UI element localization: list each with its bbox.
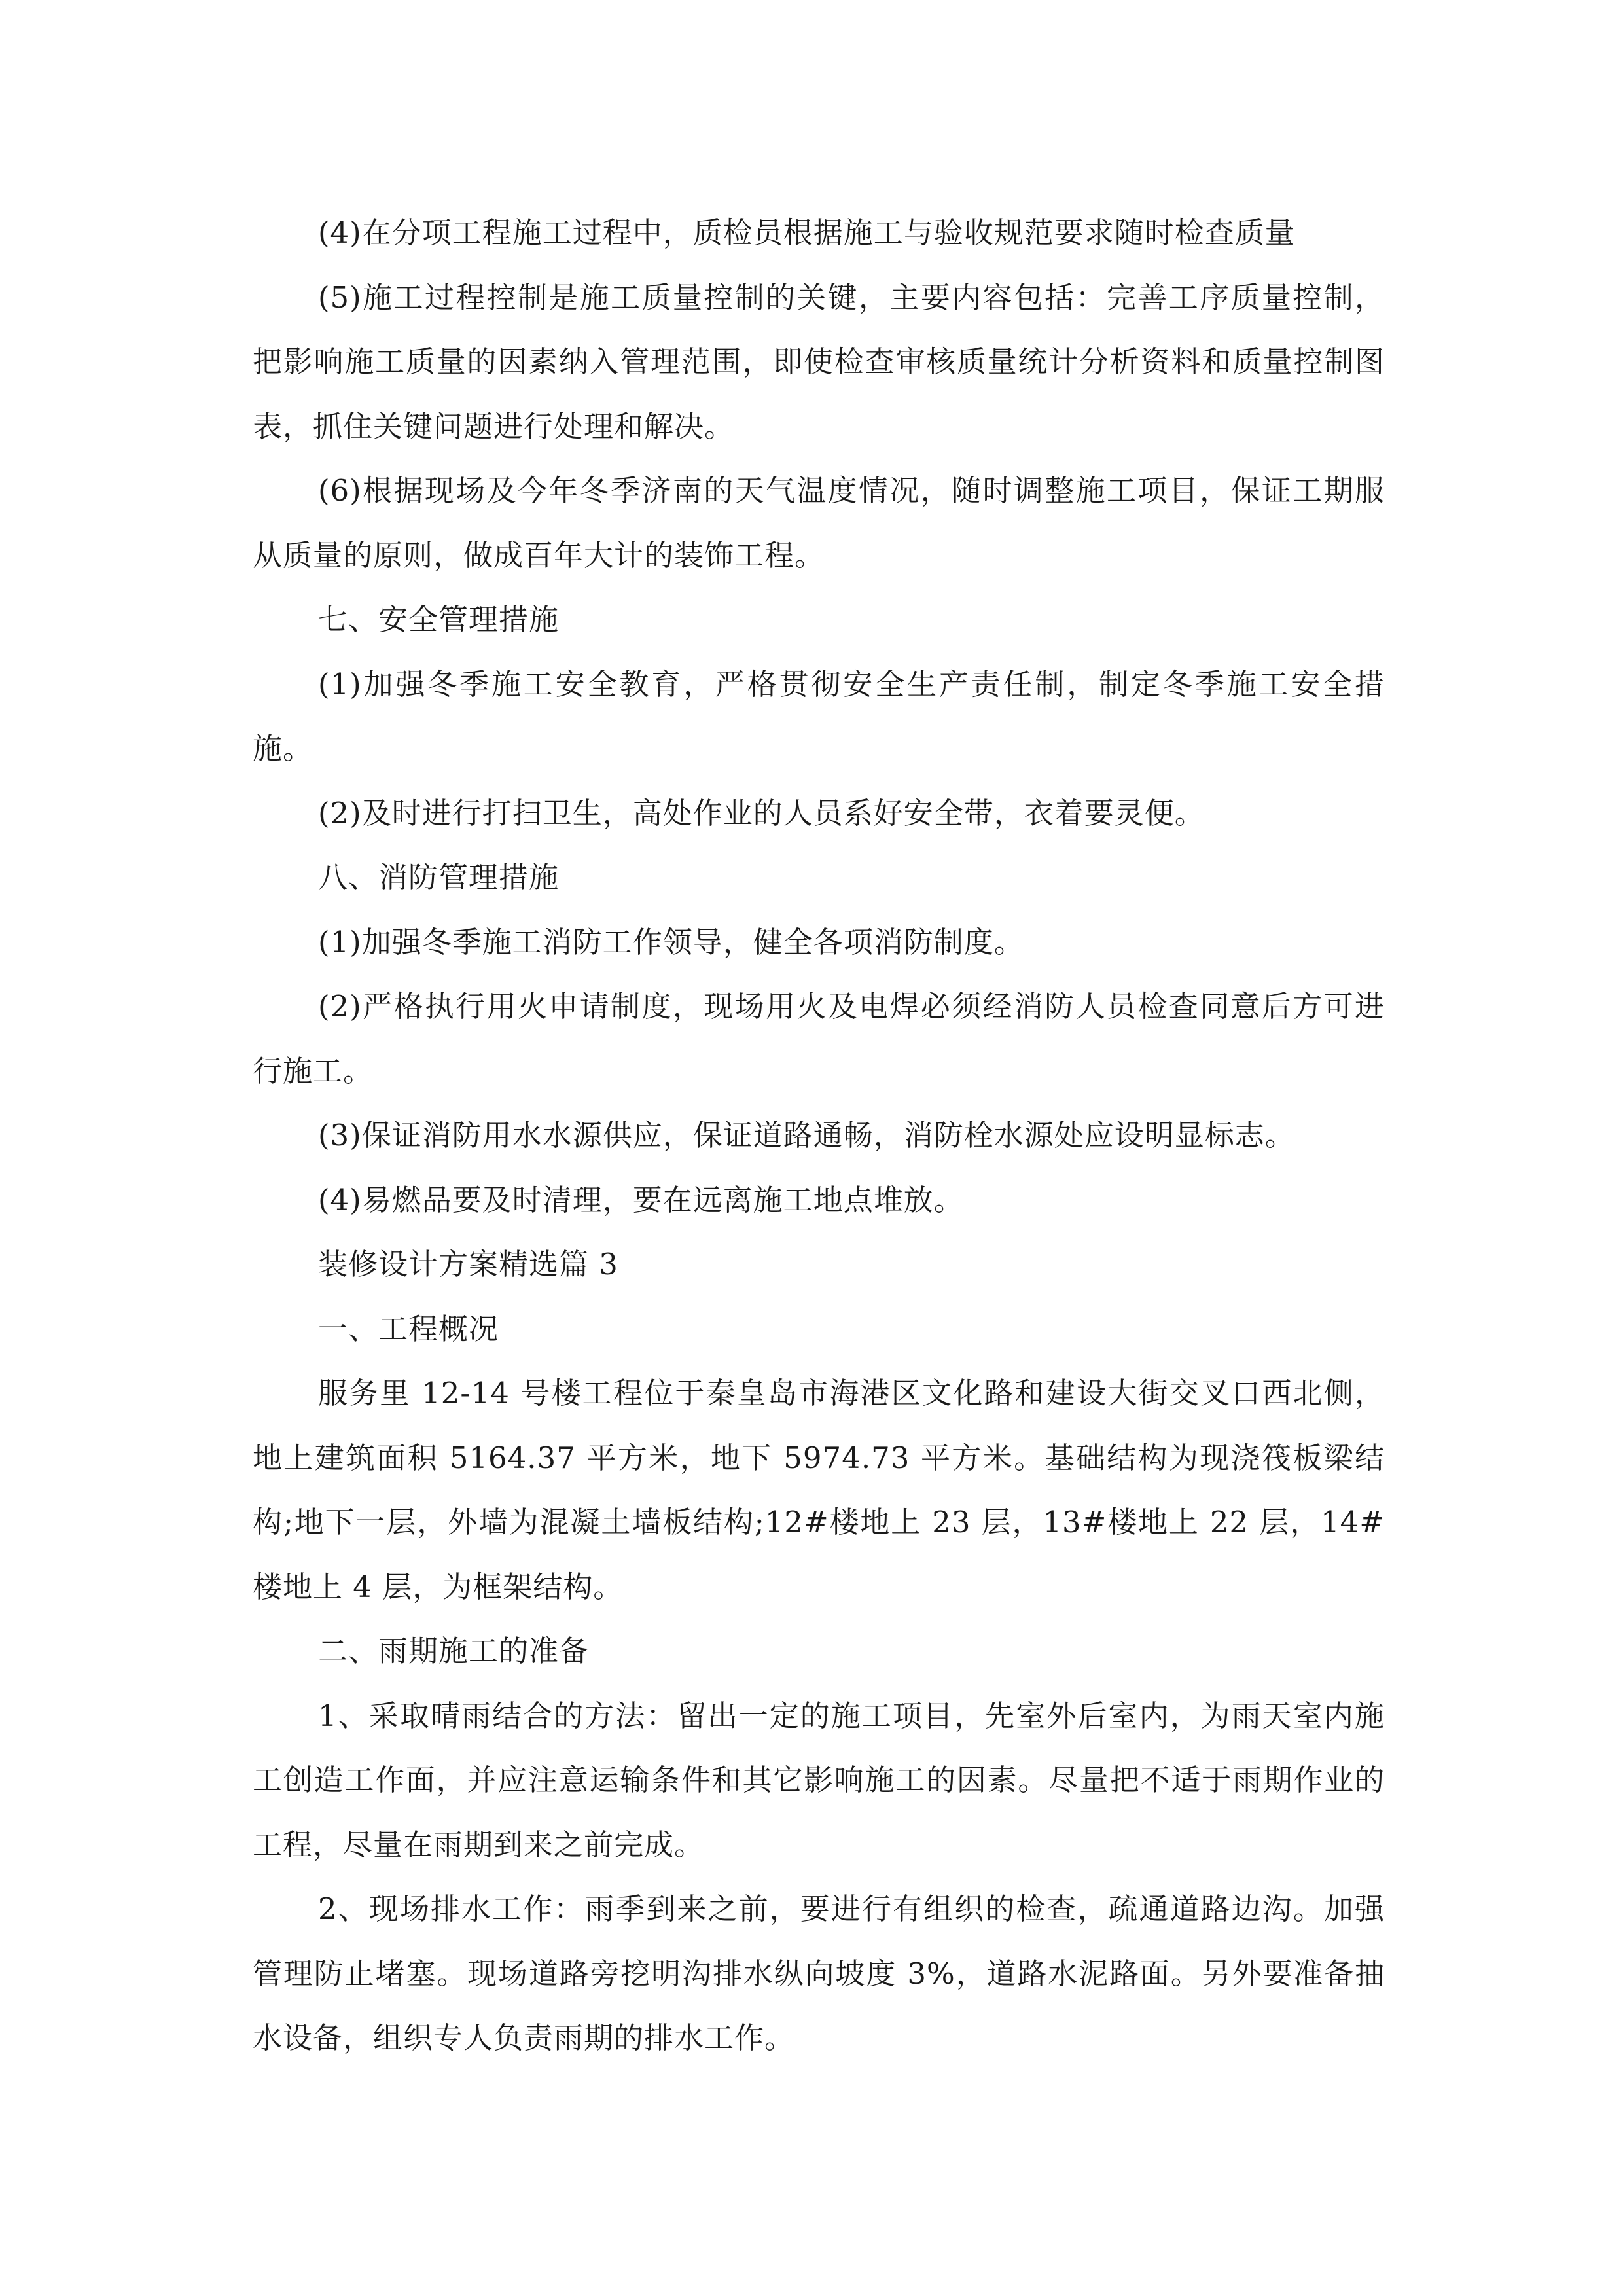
paragraph-safety-1: (1)加强冬季施工安全教育，严格贯彻安全生产责任制，制定冬季施工安全措施。 — [253, 666, 1385, 766]
document-body — [253, 201, 1385, 2071]
heading-safety-management: 七、安全管理措施 — [318, 602, 560, 637]
heading-project-overview: 一、工程概况 — [318, 1311, 499, 1346]
heading-fire-management: 八、消防管理措施 — [318, 860, 560, 895]
paragraph-safety-2: (2)及时进行打扫卫生，高处作业的人员系好安全带，衣着要灵便。 — [318, 795, 1205, 831]
paragraph-fire-3: (3)保证消防用水水源供应，保证道路通畅，消防栓水源处应设明显标志。 — [318, 1118, 1295, 1153]
paragraph-project-overview: 服务里 12-14 号楼工程位于秦皇岛市海港区文化路和建设大街交叉口西北侧，地上建筑面积 5164.37 平方米，地下 5974.73 平方米。基础结构为现浇筏板梁结构;地下一层，外墙为混凝土墙板结构;12#楼地上 23 层，13#楼地上 22 层，14#楼地上 4 层，为框架结构。 — [253, 1376, 1385, 1604]
paragraph-fire-2: (2)严格执行用火申请制度，现场用火及电焊必须经消防人员检查同意后方可进行施工。 — [253, 989, 1385, 1088]
paragraph-quality-5: (5)施工过程控制是施工质量控制的关键，主要内容包括：完善工序质量控制，把影响施工质量的因素纳入管理范围，即使检查审核质量统计分析资料和质量控制图表，抓住关键问题进行处理和解决。 — [253, 279, 1385, 444]
heading-design-plan-3: 装修设计方案精选篇 3 — [318, 1247, 618, 1282]
paragraph-fire-1: (1)加强冬季施工消防工作领导，健全各项消防制度。 — [318, 924, 1024, 960]
paragraph-quality-4: (4)在分项工程施工过程中，质检员根据施工与验收规范要求随时检查质量 — [318, 215, 1295, 250]
paragraph-fire-4: (4)易燃品要及时清理，要在远离施工地点堆放。 — [318, 1182, 964, 1217]
paragraph-rainy-2: 2、现场排水工作：雨季到来之前，要进行有组织的检查，疏通道路边沟。加强管理防止堵塞。现场道路旁挖明沟排水纵向坡度 3%，道路水泥路面。另外要准备抽水设备，组织专人负责雨期的排水工作。 — [253, 1892, 1385, 2055]
paragraph-rainy-1: 1、采取晴雨结合的方法：留出一定的施工项目，先室外后室内，为雨天室内施工创造工作面，并应注意运输条件和其它影响施工的因素。尽量把不适于雨期作业的工程，尽量在雨期到来之前完成。 — [253, 1698, 1385, 1862]
heading-rainy-season-prep: 二、雨期施工的准备 — [318, 1634, 590, 1668]
paragraph-quality-6: (6)根据现场及今年冬季济南的天气温度情况，随时调整施工项目，保证工期服从质量的原则，做成百年大计的装饰工程。 — [253, 473, 1385, 573]
